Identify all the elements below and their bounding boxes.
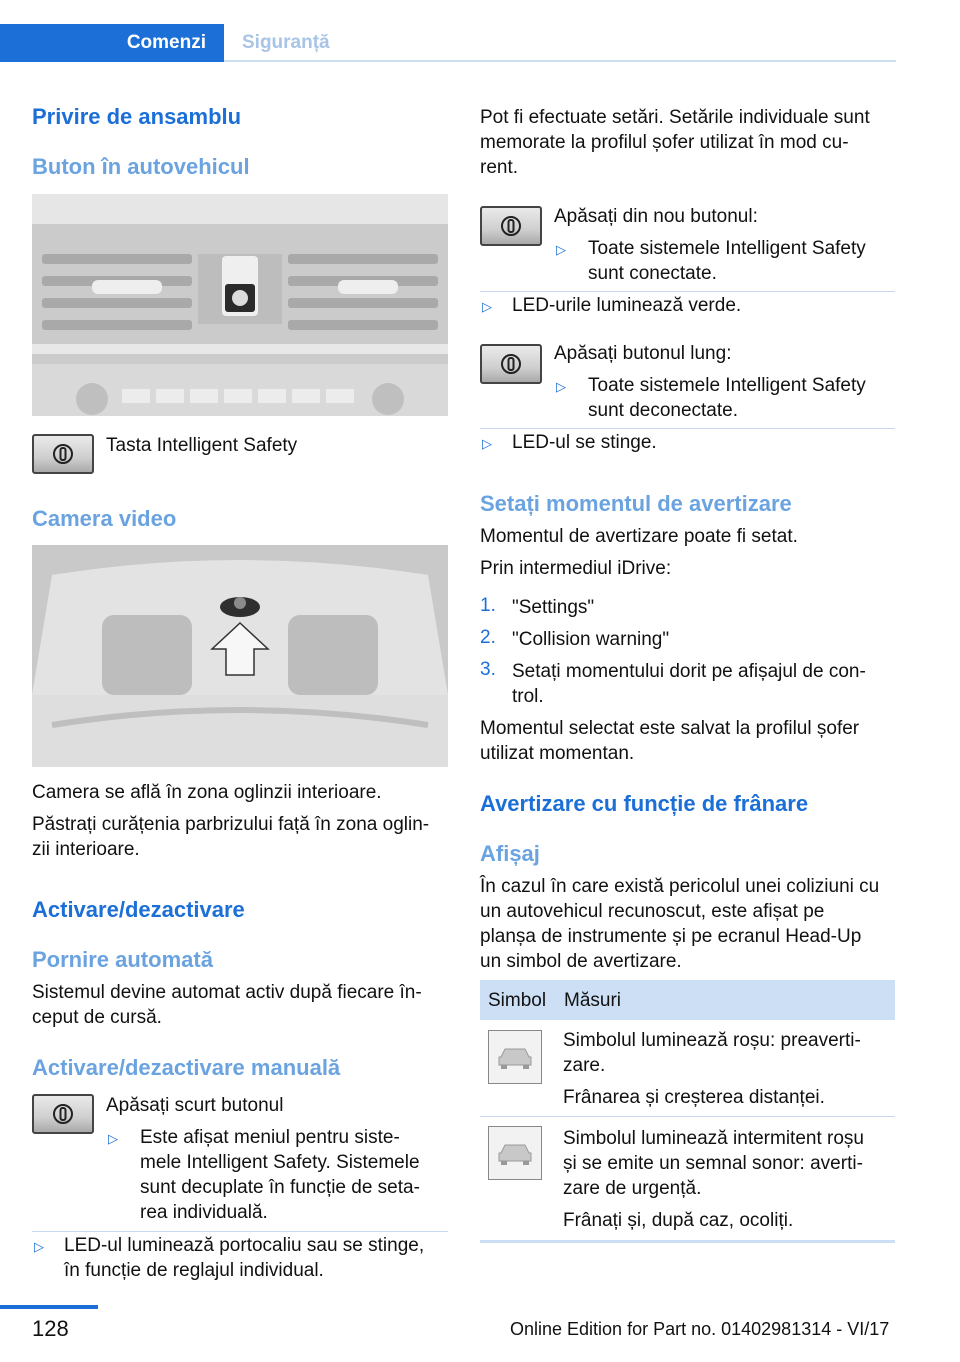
manual-press-text: Apăsați scurt butonul [106,1095,284,1116]
step-text: Setați momentului dorit pe afișajul de con‐ [512,661,866,682]
heading-display: Afișaj [480,841,540,866]
bullet-triangle-icon: ▷ [34,1239,44,1254]
edition-text: Online Edition for Part no. 01402981314 - VI/17 [510,1319,890,1339]
saved-text-1: Momentul selectat este salvat la profilul șofer [480,718,860,739]
heading-button: Buton în autovehicul [32,154,250,179]
press-long-text: Apăsați butonul lung: [554,343,732,364]
divider [480,291,895,292]
display-text-4: un simbol de avertizare. [480,951,682,972]
step-text: "Collision warning" [512,629,670,650]
heading-manual: Activare/dezactivare manuală [32,1055,341,1080]
tab-siguranta[interactable]: Siguranță [224,24,896,61]
heading-overview: Privire de ansamblu [32,104,242,129]
heading-activate: Activare/dezactivare [32,897,245,922]
header-tabs [0,0,960,62]
col-measures: Măsuri [564,990,622,1011]
intelligent-safety-button-icon [480,206,542,246]
step-number: 3. [480,659,496,680]
col-symbol: Simbol [488,990,547,1011]
display-text-1: În cazul în care există pericolul unei coliziuni cu [480,876,880,897]
bullet-triangle-icon: ▷ [556,242,566,257]
bullet-triangle-icon: ▷ [108,1131,118,1146]
saved-text-2: utilizat momentan. [480,743,635,764]
footer-accent-line [0,1305,98,1309]
heading-camera: Camera video [32,506,177,531]
divider [480,428,895,429]
manual-bullet-1d: rea individuală. [140,1202,268,1223]
set-text-1: Momentul de avertizare poate fi setat. [480,526,798,547]
page-number: 128 [32,1316,69,1341]
step-text: "Settings" [512,597,595,618]
display-text-2: un autovehicul recunoscut, este afișat pe [480,901,825,922]
camera-clean-text-1: Păstrați curățenia parbrizului față în zona oglin‐ [32,814,430,835]
manual-bullet-2b: în funcție de reglajul individual. [64,1260,324,1281]
dashboard-photo [32,194,448,416]
tab-comenzi[interactable]: Comenzi [0,24,224,61]
car-warning-icon [488,1126,542,1180]
step-number: 2. [480,627,496,648]
heading-set-warning: Setați momentul de avertizare [480,491,792,516]
camera-location-text: Camera se află în zona oglinzii interioare. [32,782,382,803]
manual-bullet-1a: Este afișat meniul pentru siste‐ [140,1127,400,1148]
table-bottom-border [480,1240,895,1243]
press-again-text: Apăsați din nou butonul: [554,206,758,227]
divider [32,1231,448,1232]
manual-bullet-1b: mele Intelligent Safety. Sistemele [140,1152,420,1173]
row2-text-3: zare de urgență. [563,1178,702,1199]
auto-text-1: Sistemul devine automat activ după fiecare în‐ [32,982,422,1003]
manual-bullet-1c: sunt decuplate în funcție de seta‐ [140,1177,420,1198]
row1-text-2: zare. [563,1055,606,1076]
bullet-triangle-icon: ▷ [482,299,492,314]
intelligent-safety-button-icon [32,1094,94,1134]
bullet-triangle-icon: ▷ [556,379,566,394]
intro-text-3: rent. [480,157,519,178]
button-caption: Tasta Intelligent Safety [106,435,298,456]
set-text-2: Prin intermediul iDrive: [480,558,672,579]
again-bullet-1a: Toate sistemele Intelligent Safety [588,238,866,259]
active-tab-underline [0,60,224,62]
row1-text-3: Frânarea și creșterea distanței. [563,1087,825,1108]
intro-text-2: memorate la profilul șofer utilizat în mod cu‐ [480,132,849,153]
heading-auto-start: Pornire automată [32,947,213,972]
intro-text-1: Pot fi efectuate setări. Setările individuale sunt [480,107,870,128]
camera-photo [32,545,448,767]
heading-brake-warning: Avertizare cu funcție de frânare [480,791,809,816]
row2-text-2: și se emite un semnal sonor: averti‐ [563,1153,863,1174]
manual-bullet-2a: LED-ul luminează portocaliu sau se stinge, [64,1235,425,1256]
row2-text-4: Frânați și, după caz, ocoliți. [563,1210,794,1231]
bullet-triangle-icon: ▷ [482,436,492,451]
step-number: 1. [480,595,496,616]
row1-text-1: Simbolul luminează roșu: preaverti‐ [563,1030,861,1051]
step-text-cont: trol. [512,686,544,707]
again-bullet-2: LED-urile luminează verde. [512,295,742,316]
long-bullet-1b: sunt deconectate. [588,400,738,421]
row2-text-1: Simbolul luminează intermitent roșu [563,1128,864,1149]
auto-text-2: ceput de cursă. [32,1007,162,1028]
again-bullet-1b: sunt conectate. [588,263,717,284]
car-warning-icon [488,1030,542,1084]
long-bullet-1a: Toate sistemele Intelligent Safety [588,375,866,396]
display-text-3: planșa de instrumente și pe ecranul Head-Up [480,926,862,947]
long-bullet-2: LED-ul se stinge. [512,432,657,453]
table-header [480,980,895,1020]
intelligent-safety-button-icon [32,434,94,474]
intelligent-safety-button-icon [480,344,542,384]
table-row-divider [480,1116,895,1117]
camera-clean-text-2: zii interioare. [32,839,140,860]
